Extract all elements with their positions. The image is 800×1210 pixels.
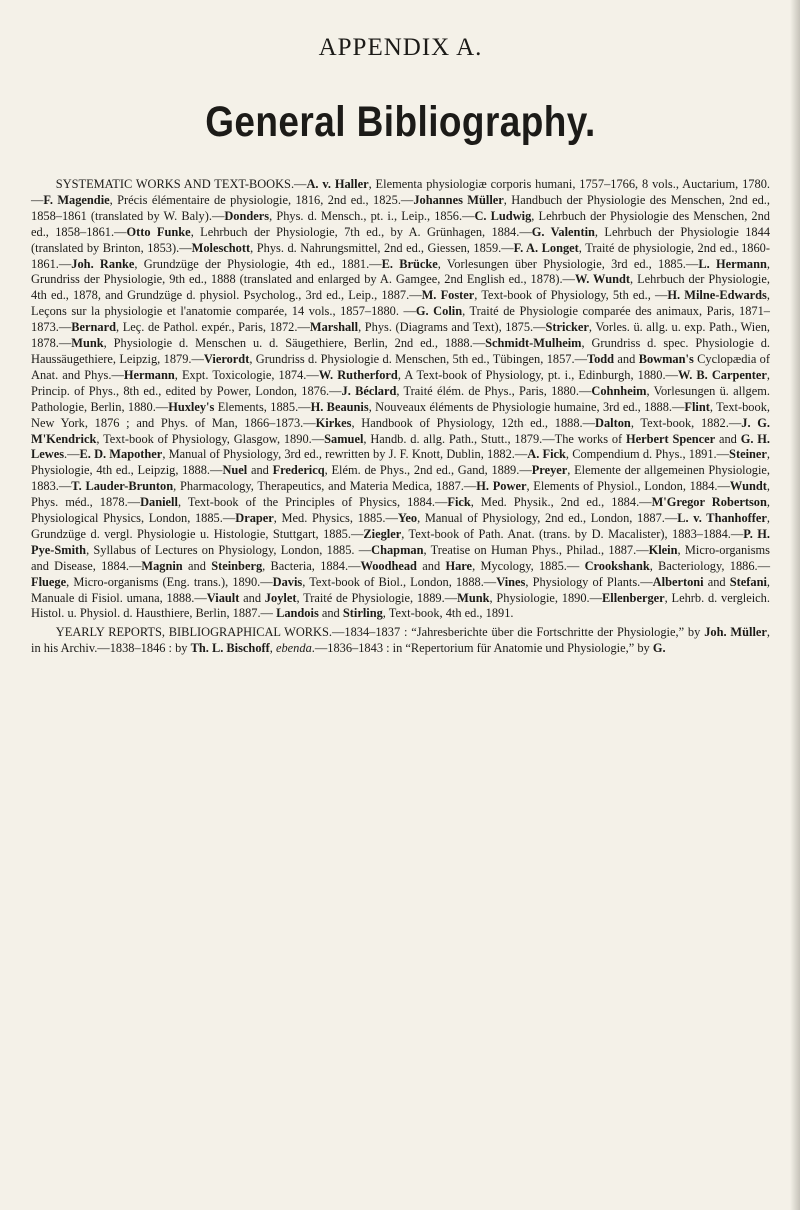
citation-text: , Micro-organisms and Disease, 1884.— — [31, 542, 770, 573]
citation-text: , Traité de physiologie, 2nd ed., 1860-1861.— — [31, 240, 770, 271]
author-name: Ellenberger — [602, 590, 665, 605]
citation-text: , Handbook of Physiology, 12th ed., 1888.— — [351, 415, 596, 430]
author-name: L. Hermann — [698, 256, 767, 271]
citation-text: , Text-book, 4th ed., 1891. — [382, 606, 514, 621]
citation-text: , Expt. Toxicologie, 1874.— — [174, 367, 319, 382]
author-name: Th. L. Bischoff — [190, 641, 270, 656]
citation-text: , Handbuch der Physiologie des Menschen, 2nd ed., 1858–1861 (translated by W. Baly).— — [31, 192, 771, 223]
citation-text: .—1836–1843 : in “Repertorium für Anatomie und Physiologie,” by — [311, 641, 653, 656]
citation-text: , Manuale di Fisiol. umana, 1888.— — [31, 574, 771, 605]
citation-text: and — [715, 431, 741, 446]
citation-text: and — [318, 606, 343, 621]
author-name: Fick — [447, 495, 471, 510]
author-name: L. v. Thanhoffer — [677, 511, 767, 526]
citation-text: , Lehrbuch der Physiologie 1844 (translated by Brinton, 1853).— — [31, 224, 771, 255]
author-name: Stricker — [545, 320, 589, 335]
citation-text: , Text-book of Biol., London, 1888.— — [302, 574, 497, 589]
author-name: Fluege — [31, 574, 67, 589]
author-name: Hare — [445, 558, 473, 573]
author-name: W. B. Carpenter — [677, 367, 767, 382]
citation-text: , Bacteria, 1884.— — [262, 558, 361, 573]
page-edge-shadow — [790, 0, 800, 1210]
citation-text: , Manual of Physiology, 3rd ed., rewritten by J. F. Knott, Dublin, 1882.— — [162, 447, 528, 462]
author-name: Woodhead — [360, 558, 417, 573]
citation-text: , Grundzüge d. vergl. Physiologie u. Histologie, Stuttgart, 1885.— — [31, 511, 771, 541]
citation-text: , Med. Physik., 2nd ed., 1884.— — [470, 495, 652, 510]
citation-text: , — [269, 641, 276, 656]
author-name: Todd — [586, 351, 615, 366]
citation-text: , Physiologie, 1890.— — [489, 590, 603, 605]
citation-text: , Grundriss d. spec. Physiologie d. Haussäugethiere, Leipzig, 1879.— — [31, 336, 770, 366]
author-name: H. Milne-Edwards — [667, 288, 767, 303]
author-name: E. D. Mapother — [79, 447, 163, 462]
author-name: Steiner — [729, 447, 767, 462]
author-name: Stirling — [342, 606, 383, 621]
author-name: Draper — [235, 511, 274, 526]
citation-text: , Lehrbuch der Physiologie, 4th ed., 1878, and Grundzüge d. physiol. Psycholog., 3rd ed., Leip., 1887.— — [31, 272, 770, 303]
author-name: Albertoni — [652, 574, 704, 589]
author-name: F. A. Longet — [513, 240, 579, 255]
author-name: A. Fick — [527, 447, 566, 462]
citation-text: , Leç. de Pathol. expér., Paris, 1872.— — [116, 320, 310, 335]
author-name: Chapman — [371, 542, 424, 557]
author-name: E. Brücke — [381, 256, 438, 271]
author-name: Johannes Müller — [413, 192, 504, 207]
citation-text: , Mycology, 1885.— — [472, 558, 585, 573]
citation-text: and — [247, 463, 273, 478]
citation-text: , Compendium d. Phys., 1891.— — [565, 447, 730, 462]
author-name: G. H. Lewes — [31, 431, 770, 462]
author-name: W. Wundt — [574, 272, 631, 287]
author-name: A. v. Haller — [306, 177, 369, 191]
author-name: Hermann — [123, 367, 175, 382]
author-name: Crookshank — [584, 558, 650, 573]
author-name: Preyer — [531, 463, 568, 478]
citation-text: , Vorlesungen ü. allgem. Pathologie, Berlin, 1880.— — [31, 383, 770, 414]
italic-text: ebenda — [275, 641, 312, 656]
citation-text: , Phys. d. Nahrungsmittel, 2nd ed., Giessen, 1859.— — [250, 240, 514, 255]
author-name: Stefani — [729, 574, 767, 589]
citation-text: , Manual of Physiology, 2nd ed., London, 1887.— — [417, 511, 678, 526]
author-name: G. — [652, 641, 666, 656]
citation-text: , Text-book of Physiology, 5th ed., — — [474, 288, 668, 303]
citation-text: Cyclopædia of Anat. and Phys.— — [31, 351, 771, 382]
author-name: Schmidt-Mulheim — [485, 336, 582, 351]
citation-text: , Med. Physics, 1885.— — [273, 511, 398, 526]
author-name: Moleschott — [191, 240, 251, 255]
paragraph-yearly-reports — [31, 625, 770, 657]
citation-text: , Syllabus of Lectures on Physiology, London, 1885. — — [86, 542, 372, 557]
citation-text: , Lehrbuch der Physiologie, 7th ed., by A. Grünhagen, 1884.— — [190, 224, 532, 239]
citation-text: , Leçons sur la physiologie et l'anatomie comparée, 14 vols., 1857–1880. — — [31, 288, 770, 319]
citation-text: , Phys. (Diagrams and Text), 1875.— — [358, 320, 546, 335]
author-name: J. G. M'Kendrick — [31, 415, 770, 446]
citation-text: , in his Archiv.—1838–1846 : by — [31, 625, 770, 656]
author-name: C. Ludwig — [474, 208, 532, 223]
citation-text: , Traité élém. de Phys., Paris, 1880.— — [396, 383, 592, 398]
citation-text: and — [703, 574, 730, 589]
author-name: Joh. Ranke — [71, 256, 135, 271]
citation-text: , Vorles. ü. allg. u. exp. Path., Wien, 1878.— — [31, 320, 770, 351]
author-name: Herbert Spencer — [625, 431, 716, 446]
citation-text: , Lehrb. d. vergleich. Histol. u. Physiol. d. Hausthiere, Berlin, 1887.— — [31, 590, 770, 621]
citation-text: SYSTEMATIC WORKS AND TEXT-BOOKS.— — [55, 177, 307, 191]
citation-text: , Text-book of Physiology, Glasgow, 1890.— — [96, 431, 325, 446]
author-name: Klein — [648, 542, 678, 557]
citation-text: , Précis élémentaire de physiologie, 1816, 2nd ed., 1825.— — [109, 192, 414, 207]
author-name: F. Magendie — [43, 192, 110, 207]
author-name: Wundt — [729, 479, 767, 494]
paragraph-systematic-works — [31, 177, 770, 622]
author-name: T. Lauder-Brunton — [71, 479, 174, 494]
author-name: J. Béclard — [341, 383, 397, 398]
author-name: Donders — [224, 208, 270, 223]
author-name: H. Power — [476, 479, 527, 494]
author-name: Daniell — [140, 495, 178, 510]
author-name: Joylet — [264, 590, 297, 605]
citation-text: , Physiology of Plants.— — [525, 574, 653, 589]
citation-text: , Micro-organisms (Eng. trans.), 1890.— — [66, 574, 273, 589]
citation-text: , Lehrbuch der Physiologie des Menschen, 2nd ed., 1858–1861.— — [31, 208, 771, 239]
citation-text: , Grundriss d. Physiologie d. Menschen, 5th ed., Tübingen, 1857.— — [249, 351, 587, 366]
author-name: Marshall — [309, 320, 359, 335]
citation-text: , A Text-book of Physiology, pt. i., Edinburgh, 1880.— — [397, 367, 678, 382]
author-name: Landois — [276, 606, 319, 621]
citation-text: , Handb. d. allg. Path., Stutt., 1879.—The works of — [363, 431, 626, 446]
citation-text: , Physiologie d. Menschen u. d. Säugethiere, Berlin, 2nd ed., 1888.— — [103, 336, 486, 351]
author-name: Kirkes — [315, 415, 352, 430]
citation-text: , Traité de Physiologie, 1889.— — [296, 590, 458, 605]
author-name: G. Valentin — [531, 224, 595, 239]
citation-text: , Physiologie, 4th ed., Leipzig, 1888.— — [31, 447, 771, 478]
citation-text: , Vorlesungen über Physiologie, 3rd ed., 1885.— — [437, 256, 699, 271]
citation-text: , Physiological Physics, London, 1885.— — [31, 495, 770, 526]
author-name: Munk — [457, 590, 490, 605]
citation-text: , Text-book, New York, 1876 ; and Phys. of Man, 1866–1873.— — [31, 399, 770, 430]
author-name: Vierordt — [203, 351, 250, 366]
author-name: Huxley's — [168, 399, 215, 414]
page-title: General Bibliography. — [205, 98, 596, 146]
author-name: Cohnheim — [591, 383, 647, 398]
appendix-heading: APPENDIX A. — [318, 34, 483, 61]
citation-text: and — [182, 558, 212, 573]
author-name: Samuel — [324, 431, 364, 446]
citation-text: , Elemente der allgemeinen Physiologie, 1883.— — [31, 463, 771, 494]
citation-text: , Phys. d. Mensch., pt. i., Leip., 1856.— — [269, 208, 475, 223]
author-name: W. Rutherford — [318, 367, 398, 382]
citation-text: , Elém. de Phys., 2nd ed., Gand, 1889.— — [324, 463, 532, 478]
citation-text: , Princip. of Phys., 8th ed., edited by Power, London, 1876.— — [31, 367, 770, 398]
citation-text: , Text-book of Path. Anat. (trans. by D. Macalister), 1883–1884.— — [401, 526, 744, 541]
citation-text: .— — [64, 447, 80, 462]
author-name: Ziegler — [363, 526, 402, 541]
author-name: H. Beaunis — [310, 399, 369, 414]
author-name: Steinberg — [211, 558, 263, 573]
author-name: Bernard — [71, 320, 117, 335]
citation-text: , Bacteriology, 1886.— — [649, 558, 771, 573]
author-name: M'Gregor Robertson — [651, 495, 767, 510]
citation-text: , Elementa physiologiæ corporis humani, 1757–1766, 8 vols., Auctarium, 1780.— — [31, 177, 770, 207]
citation-text: YEARLY REPORTS, BIBLIOGRAPHICAL WORKS.—1834–1837 : “Jahresberichte über die Fortschritte der Physiologie,” by — [55, 625, 705, 640]
author-name: Nuel — [222, 463, 248, 478]
citation-text: , Traité de Physiologie comparée des animaux, Paris, 1871–1873.— — [31, 304, 770, 335]
citation-text: , Elements of Physiol., London, 1884.— — [526, 479, 730, 494]
author-name: Flint — [684, 399, 710, 414]
citation-text: , Grundzüge der Physiologie, 4th ed., 1881.— — [134, 256, 382, 271]
author-name: G. Colin — [415, 304, 463, 319]
citation-text: , Pharmacology, Therapeutics, and Materia Medica, 1887.— — [173, 479, 477, 494]
author-name: Fredericq — [272, 463, 325, 478]
author-name: Vines — [496, 574, 526, 589]
citation-text: Elements, 1885.— — [214, 399, 311, 414]
citation-text: , Nouveaux éléments de Physiologie humaine, 3rd ed., 1888.— — [368, 399, 685, 414]
citation-text: and — [416, 558, 446, 573]
author-name: Bowman's — [638, 351, 694, 366]
author-name: Yeo — [397, 511, 418, 526]
citation-text: , Text-book of the Principles of Physics, 1884.— — [177, 495, 448, 510]
citation-text: , Grundriss der Physiologie, 9th ed., 1888 (translated and enlarged by A. Gamgee, 2nd English ed., 1878).— — [31, 256, 770, 287]
citation-text: , Treatise on Human Phys., Philad., 1887.— — [423, 542, 649, 557]
author-name: Munk — [71, 336, 104, 351]
author-name: Joh. Müller — [704, 625, 767, 640]
citation-text: , Phys. méd., 1878.— — [31, 479, 770, 510]
author-name: Magnin — [141, 558, 183, 573]
author-name: P. H. Pye-Smith — [31, 526, 770, 557]
author-name: Viault — [206, 590, 240, 605]
citation-text: and — [614, 351, 639, 366]
author-name: Davis — [272, 574, 303, 589]
author-name: M. Foster — [421, 288, 475, 303]
citation-text: , Text-book, 1882.— — [630, 415, 742, 430]
author-name: Dalton — [595, 415, 631, 430]
citation-text: and — [239, 590, 265, 605]
author-name: Otto Funke — [126, 224, 191, 239]
